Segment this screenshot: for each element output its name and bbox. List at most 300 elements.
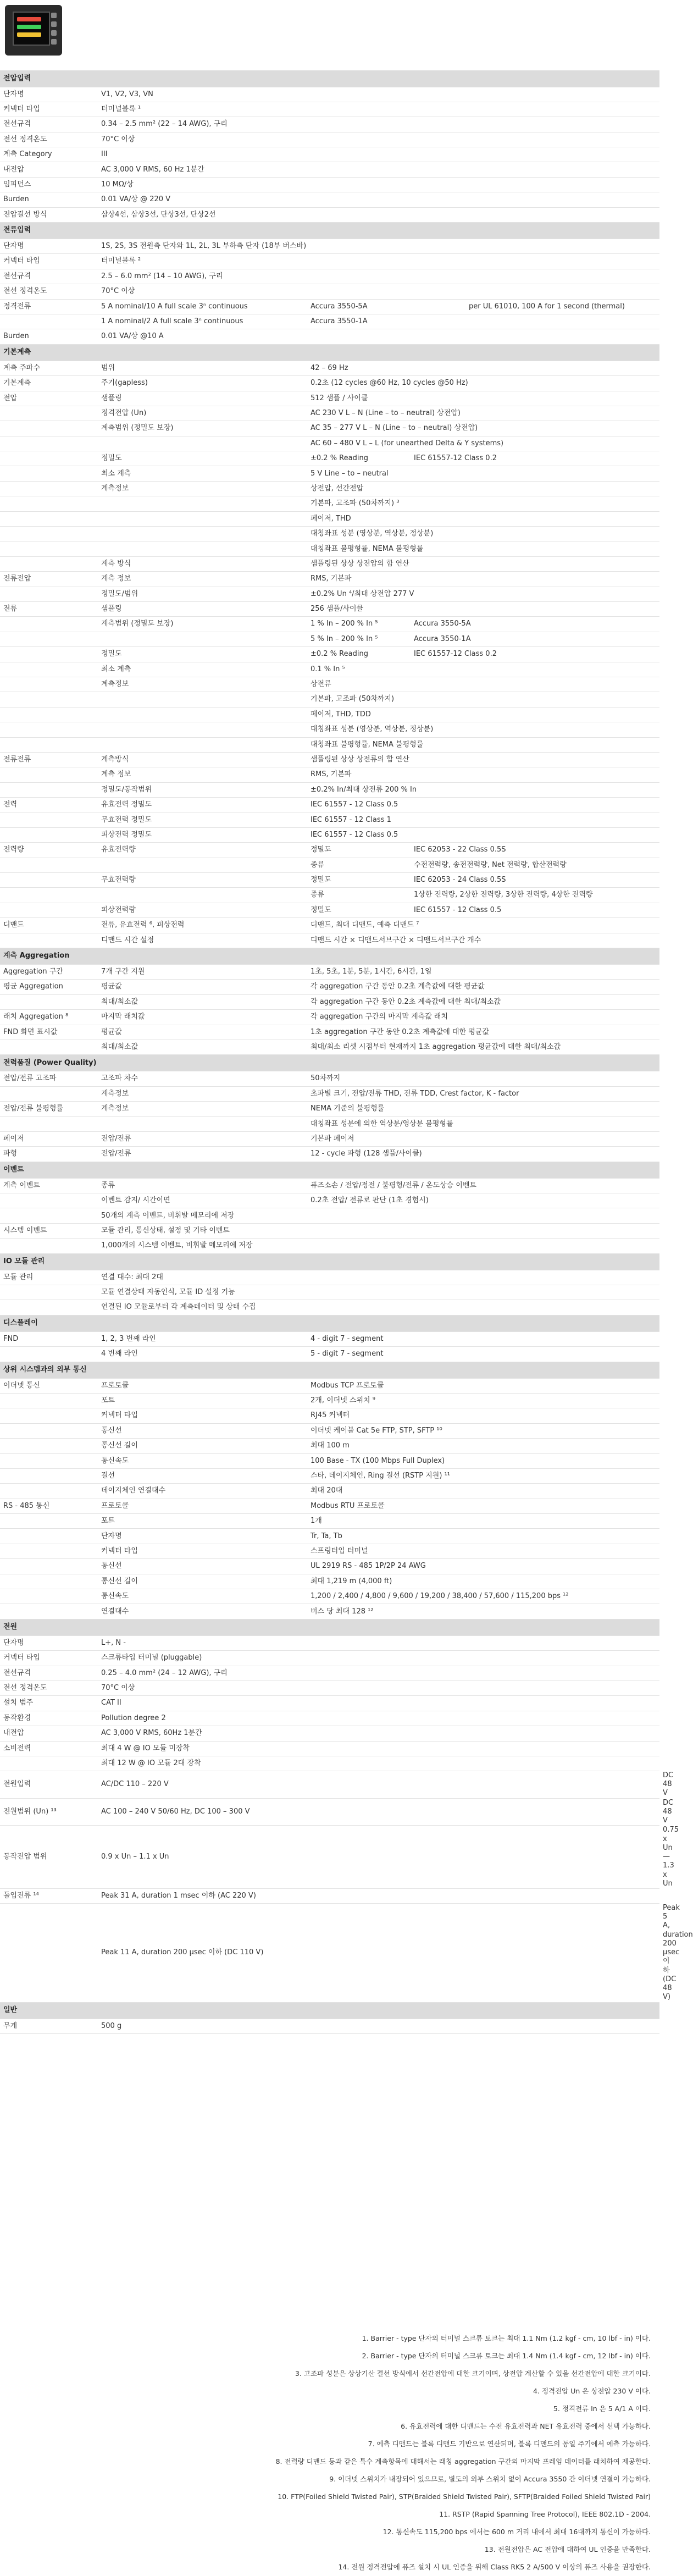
spec-value: 유효전력량 (98, 843, 307, 858)
footnote: 8. 전력량 디맨드 등과 같은 특수 계측항목에 대해서는 래칭 aggregation 구간의 마지막 프레임 데이터를 래치하여 제공한다. (275, 2457, 651, 2466)
footnotes (0, 2330, 653, 2576)
spec-value: 피상전력량 (98, 903, 307, 917)
spec-label: 전선 정격온도 (0, 284, 98, 299)
spec-row (0, 1514, 659, 1529)
spec-value: per UL 61010, 100 A for 1 second (thermal) (465, 299, 659, 314)
spec-label: 전압/전류 불평형률 (0, 1102, 98, 1116)
spec-label: 전압 (0, 391, 98, 406)
spec-row (0, 254, 659, 269)
spec-value: Accura 3550-5A (307, 299, 465, 314)
footnote: 1. Barrier - type 단자의 터미널 스크류 토크는 최대 1.1 Nm (1.2 kgf - cm, 10 lbf - in) 이다. (362, 2334, 651, 2342)
spec-value: 5 - digit 7 - segment (307, 1347, 659, 1362)
spec-row: 전원범위 (Un) ¹³ AC 100 – 240 V 50/60 Hz, DC 100 – 300 V DC 48 V (0, 1798, 659, 1826)
spec-row (0, 1147, 659, 1162)
spec-value: 종류 (98, 1178, 307, 1193)
spec-value: 통신선 길이 (98, 1574, 307, 1589)
spec-value: CAT II (98, 1696, 659, 1711)
spec-value: 계측정보 (98, 1086, 307, 1101)
spec-value: AC 3,000 V RMS, 60Hz 1분간 (98, 1726, 659, 1741)
spec-row (0, 1378, 659, 1393)
spec-row (0, 1116, 659, 1131)
spec-value: 2개, 이더넷 스위치 ⁹ (307, 1393, 659, 1408)
spec-value: 70°C 이상 (98, 284, 659, 299)
footnote: 10. FTP(Foiled Shield Twisted Pair), STP(Braided Shield Twisted Pair), SFTP(Braided Foiled Shield Twisted Pair) (278, 2492, 651, 2501)
spec-row: Peak 11 A, duration 200 μsec 이하 (DC 110 V) Peak 5 A, duration 200 μsec 이하 (DC 48 V) (0, 1904, 659, 2002)
spec-row (0, 752, 659, 767)
spec-blank (98, 1116, 307, 1131)
spec-value: AC 35 – 277 V L – N (Line – to – neutral) 상전압) (307, 421, 659, 436)
section-title: 디스플레이 (0, 1315, 659, 1331)
spec-value: 터미널블록 ² (98, 254, 659, 269)
section-header (0, 223, 659, 239)
spec-label: 계측 이벤트 (0, 1178, 98, 1193)
spec-label: 디맨드 (0, 918, 98, 933)
spec-label (0, 1439, 98, 1453)
spec-value: 4 - digit 7 - segment (307, 1331, 659, 1346)
spec-row (0, 737, 659, 752)
spec-label (0, 511, 98, 526)
spec-value: 10 MΩ/상 (98, 177, 659, 192)
spec-row (0, 888, 659, 903)
spec-value: 전압/전류 (98, 1131, 307, 1146)
spec-row (0, 662, 659, 677)
spec-row (0, 918, 659, 933)
spec-value: IEC 62053 - 22 Class 0.5S (411, 843, 659, 858)
device-display (13, 12, 50, 46)
spec-value: 0.1 % In ⁵ (307, 662, 659, 677)
spec-value: 삼상4선, 삼상3선, 단상3선, 단상2선 (98, 207, 659, 222)
spec-row (0, 692, 659, 707)
spec-label (0, 1116, 98, 1131)
spec-value: 1, 2, 3 번째 라인 (98, 1331, 307, 1346)
spec-row (0, 903, 659, 917)
spec-row (0, 299, 659, 314)
spec-label: 단자명 (0, 239, 98, 254)
spec-label (0, 1239, 98, 1253)
spec-row (0, 1589, 659, 1604)
spec-label (0, 994, 98, 1009)
spec-value: 기본파, 고조파 (50차까지) (307, 692, 659, 707)
spec-value: RJ45 커넥터 (307, 1408, 659, 1423)
spec-row (0, 1529, 659, 1544)
spec-value: 5 A nominal/10 A full scale 3ⁿ continuous (98, 299, 307, 314)
spec-value: Peak 31 A, duration 1 msec 이하 (AC 220 V) (98, 1889, 659, 1904)
spec-row (0, 602, 659, 617)
spec-value: Pollution degree 2 (98, 1711, 659, 1726)
spec-value: AC 3,000 V RMS, 60 Hz 1분간 (98, 162, 659, 177)
section-header (0, 1315, 659, 1331)
spec-row (0, 933, 659, 948)
spec-value: 12 - cycle 파형 (128 샘플/사이클) (307, 1147, 659, 1162)
spec-row (0, 964, 659, 979)
spec-value: 퓨즈소손 / 전압/정전 / 불평형/전류 / 온도상승 이벤트 (307, 1178, 659, 1193)
spec-value: 연결된 IO 모듈로부터 각 계측데이터 및 상태 수집 (98, 1300, 659, 1315)
spec-label (0, 1423, 98, 1438)
spec-value: 최대/최소값 (98, 1040, 307, 1054)
spec-value: 1상한 전력량, 2상한 전력량, 3상한 전력량, 4상한 전력량 (411, 888, 659, 903)
spec-value: Accura 3550-1A (307, 314, 659, 329)
section-title: 일반 (0, 2002, 659, 2019)
spec-value: 정밀도 (307, 843, 411, 858)
spec-value: AC 230 V L – N (Line – to – neutral) 상전압) (307, 406, 659, 421)
spec-label (0, 1589, 98, 1604)
spec-value: ±0.2% In/최대 상전류 200 % In (307, 782, 659, 797)
spec-label (0, 782, 98, 797)
spec-value: 계측정보 (98, 677, 307, 692)
spec-blank (98, 858, 307, 872)
spec-row (0, 1439, 659, 1453)
spec-row (0, 1393, 659, 1408)
spec-label (0, 1904, 98, 2002)
spec-label (0, 737, 98, 752)
spec-row (0, 767, 659, 782)
spec-label (0, 1529, 98, 1544)
spec-value: 이더넷 케이블 Cat 5e FTP, STP, SFTP ¹⁰ (307, 1423, 659, 1438)
spec-value: 500 g (98, 2019, 659, 2033)
spec-value: 모듈 관리, 통신상태, 설정 및 기타 이벤트 (98, 1223, 659, 1238)
footnote: 9. 이더넷 스위치가 내장되어 있으므로, 별도의 외부 스위치 없이 Accura 3550 간 이더넷 연결이 가능하다. (329, 2475, 651, 2483)
spec-label (0, 1453, 98, 1468)
spec-value: 70°C 이상 (98, 1681, 659, 1696)
spec-label (0, 1408, 98, 1423)
spec-row: 전원입력 AC/DC 110 – 220 V DC 48 V (0, 1771, 659, 1798)
spec-label: 모듈 관리 (0, 1270, 98, 1285)
spec-value: 5 V Line – to – neutral (307, 466, 659, 481)
spec-label (0, 1544, 98, 1558)
spec-blank (98, 541, 307, 556)
spec-value: 통신선 (98, 1559, 307, 1574)
spec-label: 커넥터 타입 (0, 254, 98, 269)
spec-label (0, 767, 98, 782)
spec-label: 커넥터 타입 (0, 1651, 98, 1666)
spec-label (0, 421, 98, 436)
spec-blank (98, 707, 307, 722)
spec-row (0, 1025, 659, 1040)
spec-row (0, 269, 659, 284)
spec-row (0, 858, 659, 872)
spec-value: 1,000개의 시스템 이벤트, 비휘발 메모리에 저장 (98, 1239, 659, 1253)
spec-label (0, 1484, 98, 1499)
spec-value: 기본파, 고조파 (50차까지) ³ (307, 496, 659, 511)
spec-value: 수전전력량, 송전전력량, Net 전력량, 합산전력량 (411, 858, 659, 872)
device-buttons (51, 13, 57, 48)
section-header (0, 1619, 659, 1635)
spec-label (0, 662, 98, 677)
spec-label: 계측 주파수 (0, 361, 98, 375)
spec-value: 100 Base - TX (100 Mbps Full Duplex) (307, 1453, 659, 1468)
spec-value: 샘플링 (98, 391, 307, 406)
spec-value: 계측 정보 (98, 572, 307, 587)
spec-value: 스프링터입 터미널 (307, 1544, 659, 1558)
spec-value: 최대 1,219 m (4,000 ft) (307, 1574, 659, 1589)
spec-value: 종류 (307, 858, 411, 872)
spec-value: 42 – 69 Hz (307, 361, 659, 375)
spec-label (0, 858, 98, 872)
spec-row (0, 527, 659, 541)
spec-value: NEMA 기준의 불평형률 (307, 1102, 659, 1116)
spec-value: 0.01 VA/상 @ 220 V (98, 192, 659, 207)
spec-blank (98, 511, 307, 526)
spec-row (0, 511, 659, 526)
spec-value: 최대 100 m (307, 1439, 659, 1453)
spec-label: 이더넷 통신 (0, 1378, 98, 1393)
footnote: 11. RSTP (Rapid Spanning Tree Protocol), IEEE 802.1D - 2004. (439, 2510, 651, 2518)
spec-row (0, 177, 659, 192)
section-header (0, 1162, 659, 1178)
spec-row (0, 1889, 659, 1904)
spec-value: 연결대수 (98, 1604, 307, 1619)
spec-value: 1S, 2S, 3S 전원측 단자와 1L, 2L, 3L 부하측 단자 (18부 버스바) (98, 239, 659, 254)
spec-label: 평균 Aggregation (0, 980, 98, 994)
spec-label (0, 1300, 98, 1315)
spec-value: 무효전력 정밀도 (98, 812, 307, 827)
section-title: 전력품질 (Power Quality) (0, 1055, 659, 1071)
spec-value: 최대/최소 리셋 시점부터 현재까지 1초 aggregation 평균값에 대한 최대/최소값 (307, 1040, 659, 1054)
spec-row (0, 617, 659, 632)
spec-row (0, 1681, 659, 1696)
spec-value: AC/DC 110 – 220 V (98, 1771, 659, 1798)
section-header (0, 1362, 659, 1378)
spec-row (0, 1131, 659, 1146)
spec-value: 단자명 (98, 1529, 307, 1544)
spec-value: RMS, 기본파 (307, 572, 659, 587)
spec-row (0, 1331, 659, 1346)
spec-value: 7개 구간 지원 (98, 964, 307, 979)
spec-row (0, 1040, 659, 1054)
spec-row (0, 541, 659, 556)
spec-value: 계측범위 (정밀도 보장) (98, 421, 307, 436)
spec-label: 단자명 (0, 87, 98, 102)
spec-row (0, 1010, 659, 1025)
spec-value: 무효전력량 (98, 873, 307, 888)
spec-row (0, 1666, 659, 1681)
spec-row (0, 1178, 659, 1193)
spec-value: 디맨드, 최대 디맨드, 예측 디맨드 ⁷ (307, 918, 659, 933)
spec-row (0, 1696, 659, 1711)
section-header (0, 2002, 659, 2019)
spec-value: 512 샘플 / 사이클 (307, 391, 659, 406)
spec-value: 0.01 VA/상 @10 A (98, 329, 659, 344)
spec-blank (98, 888, 307, 903)
spec-label: 전류전류 (0, 752, 98, 767)
spec-label: 전선 정격온도 (0, 132, 98, 147)
spec-label: 정격전류 (0, 299, 98, 314)
spec-label: 전선규격 (0, 269, 98, 284)
spec-row (0, 284, 659, 299)
spec-row (0, 827, 659, 842)
spec-value: 계측정보 (98, 481, 307, 496)
spec-row (0, 707, 659, 722)
spec-blank (98, 737, 307, 752)
spec-label: 전선규격 (0, 117, 98, 132)
spec-label: 기본계측 (0, 376, 98, 391)
spec-row (0, 1223, 659, 1238)
spec-label: 전압결선 방식 (0, 207, 98, 222)
spec-row (0, 572, 659, 587)
spec-value: 0.2초 (12 cycles @60 Hz, 10 cycles @50 Hz) (307, 376, 659, 391)
spec-value: 70°C 이상 (98, 132, 659, 147)
spec-value: 전압/전류 (98, 1147, 307, 1162)
spec-value: Peak 11 A, duration 200 μsec 이하 (DC 110 V) (98, 1904, 659, 2002)
spec-row (0, 722, 659, 737)
spec-value: 1 % In – 200 % In ⁵ (307, 617, 411, 632)
spec-label (0, 677, 98, 692)
spec-value: Accura 3550-1A (411, 632, 659, 646)
spec-value: 버스 당 최대 128 ¹² (307, 1604, 659, 1619)
section-title: 계측 Aggregation (0, 948, 659, 964)
spec-value: 상전압, 선간전압 (307, 481, 659, 496)
spec-value: 정격전압 (Un) (98, 406, 307, 421)
spec-label: 페이저 (0, 1131, 98, 1146)
spec-row (0, 1559, 659, 1574)
spec-label: 전선 정격온도 (0, 1681, 98, 1696)
spec-value: 최소 계측 (98, 662, 307, 677)
spec-row (0, 421, 659, 436)
spec-value: 프로토콜 (98, 1378, 307, 1393)
spec-row (0, 132, 659, 147)
footnote: 13. 전원전압은 AC 전압에 대하여 UL 인증을 만족한다. (484, 2545, 651, 2553)
spec-value: 1개 (307, 1514, 659, 1529)
footnote: 6. 유효전력에 대한 디맨드는 수전 유효전력과 NET 유효전력 중에서 선택 가능하다. (401, 2422, 651, 2430)
spec-value: 50차까지 (307, 1071, 659, 1086)
spec-blank (98, 722, 307, 737)
spec-label (0, 451, 98, 466)
spec-row (0, 496, 659, 511)
spec-label (0, 812, 98, 827)
product-image (5, 5, 62, 56)
spec-value: 범위 (98, 361, 307, 375)
spec-value: 커넥터 타입 (98, 1544, 307, 1558)
section-title: 전압입력 (0, 70, 659, 87)
section-header (0, 948, 659, 964)
spec-value: 통신선 길이 (98, 1439, 307, 1453)
spec-row (0, 102, 659, 117)
spec-row (0, 1102, 659, 1116)
spec-label: 커넥터 타입 (0, 102, 98, 117)
spec-value: 유효전력 정밀도 (98, 798, 307, 812)
spec-row (0, 647, 659, 662)
spec-value: 커넥터 타입 (98, 1408, 307, 1423)
spec-value: 모듈 연결상태 자동인식, 모듈 ID 설정 기능 (98, 1285, 659, 1300)
footnote: 3. 고조파 성분은 상상기산 결선 방식에서 선간전압에 대한 크기이며, 상전압 계산할 수 있을 선간전압에 대한 크기이다. (295, 2369, 651, 2378)
spec-row (0, 1711, 659, 1726)
spec-value: 대칭좌표 성분 (영상분, 역상분, 정상분) (307, 527, 659, 541)
section-header (0, 344, 659, 361)
spec-label (0, 556, 98, 571)
spec-value: RMS, 기본파 (307, 767, 659, 782)
spec-label (0, 692, 98, 707)
section-title: IO 모듈 관리 (0, 1253, 659, 1270)
spec-row (0, 1635, 659, 1650)
spec-label (0, 1086, 98, 1101)
spec-row (0, 1756, 659, 1771)
spec-row (0, 466, 659, 481)
section-title: 전원 (0, 1619, 659, 1635)
spec-row (0, 1300, 659, 1315)
spec-label: 동작전압 범위 (0, 1826, 98, 1889)
spec-label (0, 1604, 98, 1619)
spec-value: 0.2초 전압/ 전류로 판단 (1초 경험시) (307, 1193, 659, 1208)
spec-value: 페이저, THD (307, 511, 659, 526)
spec-label: 파형 (0, 1147, 98, 1162)
spec-row (0, 1239, 659, 1253)
spec-value: 1 A nominal/2 A full scale 3ⁿ continuous (98, 314, 307, 329)
spec-value: 전류, 유효전력 ⁶, 피상전력 (98, 918, 307, 933)
spec-label: 돌입전류 ¹⁴ (0, 1889, 98, 1904)
spec-label (0, 933, 98, 948)
spec-row (0, 117, 659, 132)
spec-value: 최대 4 W @ IO 모듈 미장착 (98, 1741, 659, 1756)
spec-label (0, 481, 98, 496)
spec-label (0, 888, 98, 903)
footnote: 7. 예측 디맨드는 블록 디맨드 기반으로 연산되며, 블록 디맨드의 동일 주기에서 예측 가능하다. (368, 2440, 651, 2448)
spec-value: 4 번째 라인 (98, 1347, 307, 1362)
spec-label (0, 722, 98, 737)
footnote: 12. 통신속도 115,200 bps 에서는 600 m 거리 내에서 최대 16대까지 통신이 가능하다. (382, 2528, 651, 2536)
spec-row (0, 314, 659, 329)
spec-value: III (98, 147, 659, 162)
section-title: 전류입력 (0, 223, 659, 239)
spec-label: 전압/전류 고조파 (0, 1071, 98, 1086)
spec-value: IEC 61557 - 12 Class 0.5 (411, 903, 659, 917)
spec-row (0, 994, 659, 1009)
spec-label (0, 1756, 98, 1771)
spec-value: 기본파 페이저 (307, 1131, 659, 1146)
spec-value: AC 100 – 240 V 50/60 Hz, DC 100 – 300 V (98, 1798, 659, 1826)
spec-label: 전류전압 (0, 572, 98, 587)
spec-label (0, 466, 98, 481)
spec-value: Accura 3550-5A (411, 617, 659, 632)
spec-label: 임피던스 (0, 177, 98, 192)
spec-row (0, 1193, 659, 1208)
spec-label: 전류 (0, 602, 98, 617)
spec-row (0, 361, 659, 375)
spec-row (0, 798, 659, 812)
spec-value: 프로토콜 (98, 1499, 307, 1513)
spec-label: 래치 Aggregation ⁸ (0, 1010, 98, 1025)
spec-value: 0.9 x Un – 1.1 x Un (98, 1826, 659, 1889)
spec-value: 대칭좌표 불평형률, NEMA 불평형률 (307, 737, 659, 752)
spec-row (0, 1468, 659, 1483)
spec-row (0, 451, 659, 466)
spec-value: 계측 정보 (98, 767, 307, 782)
spec-label: FND (0, 1331, 98, 1346)
spec-row (0, 1499, 659, 1513)
spec-row (0, 1071, 659, 1086)
spec-value: 정밀도/범위 (98, 587, 307, 601)
spec-label: Aggregation 구간 (0, 964, 98, 979)
spec-label: 전원입력 (0, 1771, 98, 1798)
spec-label (0, 647, 98, 662)
spec-label: 시스템 이벤트 (0, 1223, 98, 1238)
spec-label: RS - 485 통신 (0, 1499, 98, 1513)
spec-label (0, 617, 98, 632)
spec-value: 통신속도 (98, 1589, 307, 1604)
spec-label (0, 1347, 98, 1362)
spec-value: 피상전력 정밀도 (98, 827, 307, 842)
spec-row (0, 1270, 659, 1285)
spec-value: 0.25 – 4.0 mm² (24 – 12 AWG), 구리 (98, 1666, 659, 1681)
spec-row (0, 782, 659, 797)
spec-value: 디맨드 시간 × 디맨드서브구간 × 디맨드서브구간 개수 (307, 933, 659, 948)
spec-value: 초파별 크기, 전압/전류 THD, 전류 TDD, Crest factor, K - factor (307, 1086, 659, 1101)
spec-value: 2.5 – 6.0 mm² (14 – 10 AWG), 구리 (98, 269, 659, 284)
footnote: 2. Barrier - type 단자의 터미널 스크류 토크는 최대 1.4 Nm (1.4 kgf - cm, 12 lbf - in) 이다. (362, 2352, 651, 2360)
spec-value: 최대 20대 (307, 1484, 659, 1499)
spec-row (0, 677, 659, 692)
spec-row (0, 1453, 659, 1468)
spec-row (0, 147, 659, 162)
